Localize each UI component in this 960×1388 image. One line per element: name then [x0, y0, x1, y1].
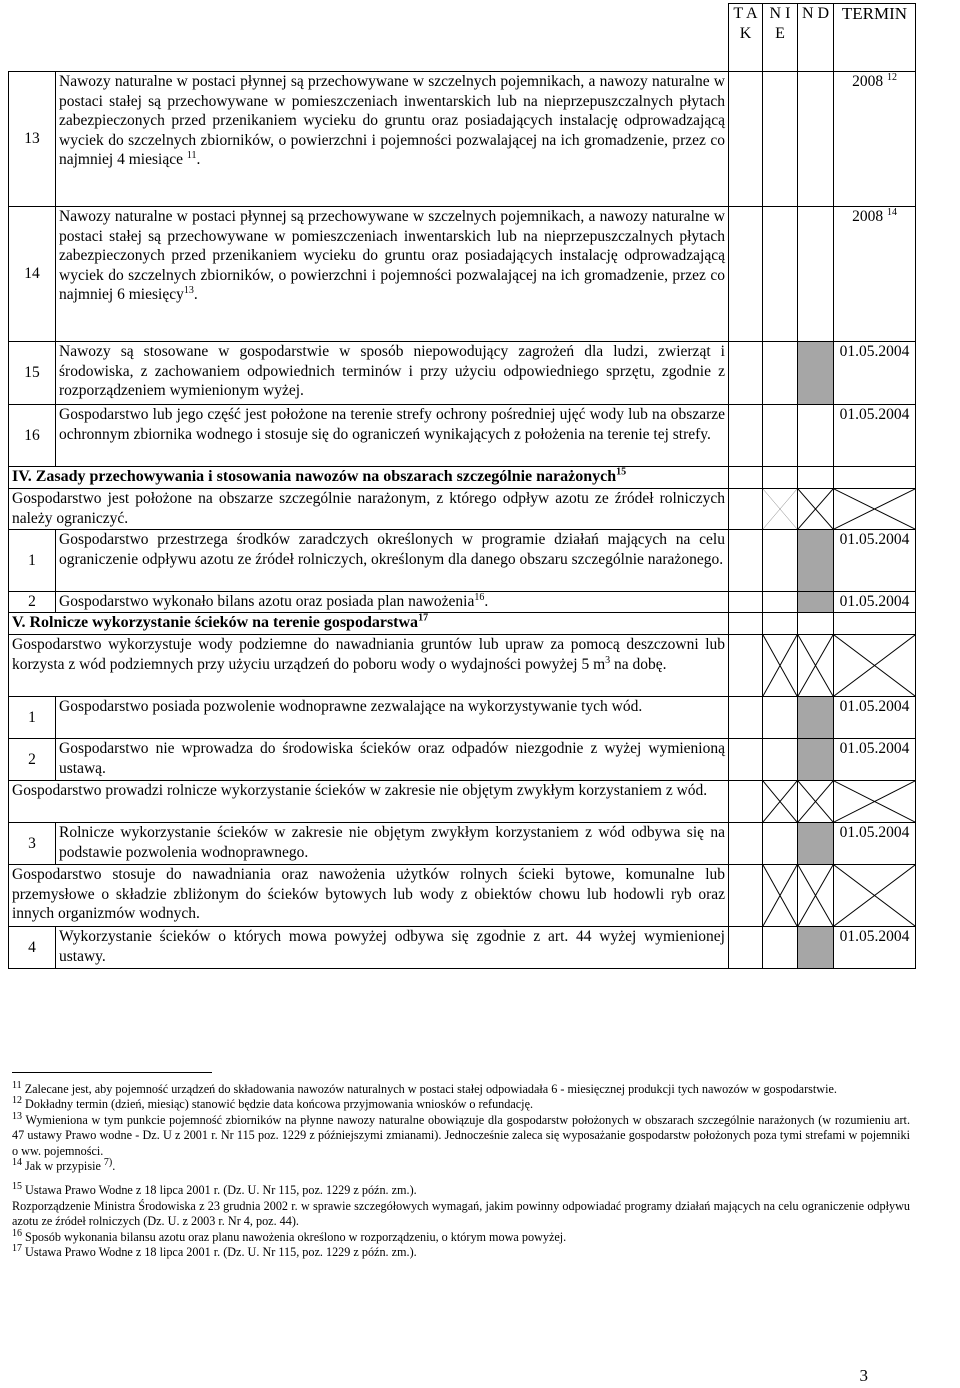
row-text: Wykorzystanie ścieków o których mowa powyżej odbywa się zgodnie z art. 44 wyżej wymienionej ustawy.: [56, 927, 729, 969]
termin-value: 01.05.2004: [834, 739, 916, 781]
row-text: Gospodarstwo lub jego część jest położone na terenie strefy ochrony pośredniej ujęć wody lub na obszarze ochronnym zbiornika wodnego i stosuje się do ograniczeń wynikających z położenia na terenie tej strefy.: [56, 405, 729, 467]
section-v-intro-c: [9, 865, 916, 927]
section-v-row-4: [9, 927, 916, 969]
termin-value: 01.05.2004: [834, 405, 916, 467]
termin-value: 01.05.2004: [834, 530, 916, 592]
checkbox-tak[interactable]: [729, 72, 763, 207]
checkbox-tak[interactable]: [729, 635, 763, 697]
termin-value: 01.05.2004: [834, 592, 916, 613]
row-text: Gospodarstwo posiada pozwolenie wodnoprawne zezwalające na wykorzystywanie tych wód.: [56, 697, 729, 739]
cell-blank: [763, 467, 798, 489]
footnotes: [12, 1079, 910, 1260]
row-number: 16: [9, 405, 56, 467]
row-text: Gospodarstwo wykonało bilans azotu oraz posiada plan nawożenia$^{16}$.: [56, 592, 729, 613]
checkbox-tak[interactable]: [729, 865, 763, 927]
checkbox-tak[interactable]: [729, 781, 763, 823]
checkbox-nie[interactable]: [763, 207, 798, 342]
crossed-cell: [798, 865, 834, 927]
section-v-row-1: [9, 697, 916, 739]
checkbox-nie[interactable]: [763, 927, 798, 969]
checkbox-nie[interactable]: [763, 530, 798, 592]
crossed-cell: [763, 865, 798, 927]
intro-text: Gospodarstwo jest położone na obszarze szczególnie narażonym, z którego odpływ azotu ze źródeł rolniczych należy ograniczyć.: [9, 489, 729, 530]
footnote-separator: [12, 1072, 212, 1073]
crossed-cell: [763, 489, 798, 530]
checkbox-nd-disabled: [798, 823, 834, 865]
intro-text: Gospodarstwo wykorzystuje wody podziemne do nawadniania gruntów lub upraw za pomocą deszczowni lub korzysta z wód podziemnych przy użyciu urządzeń do poboru wody o wydajności powyżej 5 $m^3$ na dobę.: [9, 635, 729, 697]
checkbox-tak[interactable]: [729, 530, 763, 592]
checkbox-tak[interactable]: [729, 489, 763, 530]
footnote-17: $^{17}$ Ustawa Prawo Wodne z 18 lipca 2001 r. (Dz. U. Nr 115, poz. 1229 z późn. zm.).: [12, 1243, 417, 1260]
row-text: Gospodarstwo przestrzega środków zaradczych określonych w programie działań mających na celu ograniczenie odpływu azotu ze źródeł rolniczych, określonym dla danego obszaru szczególnie narażonego.: [56, 530, 729, 592]
checkbox-nie[interactable]: [763, 697, 798, 739]
termin-value: 2008 $^{12}$: [834, 72, 916, 207]
row-number: 2: [9, 739, 56, 781]
row-number: 3: [9, 823, 56, 865]
crossed-cell: [834, 635, 916, 697]
checkbox-nd-disabled: [798, 342, 834, 405]
footnote-12: $^{12}$ Dokładny termin (dzień, miesiąc) stanowić będzie data końcowa przyjmowania wniosków o refundację.: [12, 1095, 534, 1112]
checkbox-nd-disabled: [798, 530, 834, 592]
row-number: 2: [9, 592, 56, 613]
footnote-15-continued: Rozporządzenie Ministra Środowiska z 23 grudnia 2002 r. w sprawie szczegółowych wymagań, jakim powinny odpowiadać programy działań mających na celu ograniczenie odpływu azotu ze źródeł rolniczych (Dz. U. z 2003 r. Nr 4, poz. 44).: [12, 1198, 910, 1229]
col-header-nd: N D: [798, 4, 834, 72]
crossed-cell: [763, 635, 798, 697]
termin-value: 01.05.2004: [834, 342, 916, 405]
footnote-15: $^{15}$ Ustawa Prawo Wodne z 18 lipca 2001 r. (Dz. U. Nr 115, poz. 1229 z późn. zm.).: [12, 1181, 417, 1198]
footnote-14: $^{14}$ Jak w przypisie $^{7)}$.: [12, 1156, 116, 1174]
row-number: 15: [9, 342, 56, 405]
termin-value: 01.05.2004: [834, 823, 916, 865]
row-number: 14: [9, 207, 56, 342]
section-iv-intro: [9, 489, 916, 530]
cell-blank: [763, 613, 798, 635]
section-v-row-2: [9, 739, 916, 781]
row-14: [9, 207, 916, 342]
checkbox-tak[interactable]: [729, 592, 763, 613]
col-header-termin: TERMIN: [834, 4, 916, 72]
row-number: 1: [9, 697, 56, 739]
row-13: [9, 72, 916, 207]
cell-blank: [834, 613, 916, 635]
section-v-row-3: [9, 823, 916, 865]
row-text: Rolnicze wykorzystanie ścieków w zakresie nie objętym zwykłym korzystaniem z wód odbywa się na podstawie pozwolenia wodnoprawnego.: [56, 823, 729, 865]
checkbox-nd[interactable]: [798, 207, 834, 342]
row-15: [9, 342, 916, 405]
row-text: Nawozy są stosowane w gospodarstwie w sposób niepowodujący zagrożeń dla ludzi, zwierząt i środowiska, z zachowaniem odpowiednich terminów i przy użyciu odpowiedniego sprzętu, zgodnie z rozporządzeniem wymienionym wyżej.: [56, 342, 729, 405]
crossed-cell: [834, 781, 916, 823]
checkbox-nd-disabled: [798, 697, 834, 739]
checkbox-tak[interactable]: [729, 342, 763, 405]
checkbox-nie[interactable]: [763, 72, 798, 207]
section-title: IV. Zasady przechowywania i stosowania nawozów na obszarach szczególnie narażonych$^{15}$: [9, 467, 729, 489]
checkbox-nie[interactable]: [763, 592, 798, 613]
checkbox-nie[interactable]: [763, 342, 798, 405]
section-v-heading: [9, 613, 916, 635]
checkbox-tak[interactable]: [729, 405, 763, 467]
checkbox-nie[interactable]: [763, 405, 798, 467]
cell-blank: [729, 613, 763, 635]
row-text: Gospodarstwo nie wprowadza do środowiska ścieków oraz odpadów niezgodnie z wyżej wymienioną ustawą.: [56, 739, 729, 781]
header-row: [9, 4, 916, 72]
crossed-cell: [834, 865, 916, 927]
termin-value: 01.05.2004: [834, 927, 916, 969]
footnote-11: $^{11}$ Zalecane jest, aby pojemność urządzeń do składowania nawozów naturalnych w postaci stałej odpowiadała 6 - miesięcznej produkcji tych nawozów w gospodarstwie.: [12, 1079, 837, 1096]
cell-blank: [834, 467, 916, 489]
checklist-table: [8, 3, 916, 969]
checkbox-nd-disabled: [798, 739, 834, 781]
intro-text: Gospodarstwo prowadzi rolnicze wykorzystanie ścieków w zakresie nie objętym zwykłym korzystaniem z wód.: [9, 781, 729, 823]
checkbox-nie[interactable]: [763, 739, 798, 781]
footnote-13: $^{13}$ Wymieniona w tym punkcie pojemność zbiorników na płynne nawozy naturalne obowiązuje dla gospodarstw położonych w obszarach szczególnie narażonych (w rozumieniu art. 47 ustawy Prawo wodne - Dz. U z 2001 r. Nr 115 poz. 1229 z późniejszymi zmianami). Jednocześnie zaleca się wyposażanie gospodarstw położonych poza tymi strefami w pojemniki o ww. pojemności.: [12, 1110, 910, 1158]
checkbox-nd-disabled: [798, 927, 834, 969]
row-text: Nawozy naturalne w postaci płynnej są przechowywane w szczelnych pojemnikach, a nawozy naturalne w postaci stałej są przechowywane w pomieszczeniach inwentarskich lub na nieprzepuszczalnych płytach zabezpieczonych przed przenikaniem wycieku do gruntu oraz posiadających instalację odprowadzającą wyciek do szczelnych zbiorników, o powierzchni i pojemności pozwalającej na ich gromadzenie, przez co najmniej 4 miesiące $^{11}$.: [56, 72, 729, 207]
checkbox-nd[interactable]: [798, 405, 834, 467]
row-number: 1: [9, 530, 56, 592]
section-iv-row-2: [9, 592, 916, 613]
crossed-cell: [798, 635, 834, 697]
checkbox-tak[interactable]: [729, 697, 763, 739]
termin-value: 2008 $^{14}$: [834, 207, 916, 342]
crossed-cell: [798, 489, 834, 530]
page-number: 3: [859, 1366, 868, 1385]
intro-text: Gospodarstwo stosuje do nawadniania oraz nawożenia użytków rolnych ścieki bytowe, komunalne lub przemysłowe o składzie zbliżonym do ścieków bytowych lub wody z obiektów chowu lub hodowli ryb oraz innych organizmów wodnych.: [9, 865, 729, 927]
cell-blank: [798, 467, 834, 489]
checkbox-tak[interactable]: [729, 739, 763, 781]
col-header-tak: T A K: [729, 4, 763, 72]
section-v-intro-a: [9, 635, 916, 697]
section-iv-heading: [9, 467, 916, 489]
crossed-cell: [763, 781, 798, 823]
row-16: [9, 405, 916, 467]
checkbox-nd-disabled: [798, 592, 834, 613]
section-v-intro-b: [9, 781, 916, 823]
row-text: Nawozy naturalne w postaci płynnej są przechowywane w szczelnych pojemnikach, a nawozy naturalne w postaci stałej są przechowywane w pomieszczeniach inwentarskich lub na nieprzepuszczalnych płytach zabezpieczonych przed przenikaniem wycieku do gruntu oraz posiadających instalację odprowadzającą wyciek do szczelnych zbiorników, o powierzchni i pojemności pozwalającej na ich gromadzenie, przez co najmniej 6 miesięcy$^{13}$.: [56, 207, 729, 342]
checkbox-tak[interactable]: [729, 927, 763, 969]
row-number: 13: [9, 72, 56, 207]
termin-value: 01.05.2004: [834, 697, 916, 739]
section-iv-row-1: [9, 530, 916, 592]
checkbox-tak[interactable]: [729, 823, 763, 865]
checkbox-tak[interactable]: [729, 207, 763, 342]
section-title: V. Rolnicze wykorzystanie ścieków na terenie gospodarstwa$^{17}$: [9, 613, 729, 635]
crossed-cell: [798, 781, 834, 823]
row-number: 4: [9, 927, 56, 969]
col-header-nie: N I E: [763, 4, 798, 72]
cell-blank: [798, 613, 834, 635]
crossed-cell: [834, 489, 916, 530]
cell-blank: [729, 467, 763, 489]
header-blank: [9, 4, 729, 72]
footnote-16: $^{16}$ Sposób wykonania bilansu azotu oraz planu nawożenia określono w rozporządzeniu, o którym mowa powyżej.: [12, 1227, 567, 1244]
checkbox-nd[interactable]: [798, 72, 834, 207]
checkbox-nie[interactable]: [763, 823, 798, 865]
